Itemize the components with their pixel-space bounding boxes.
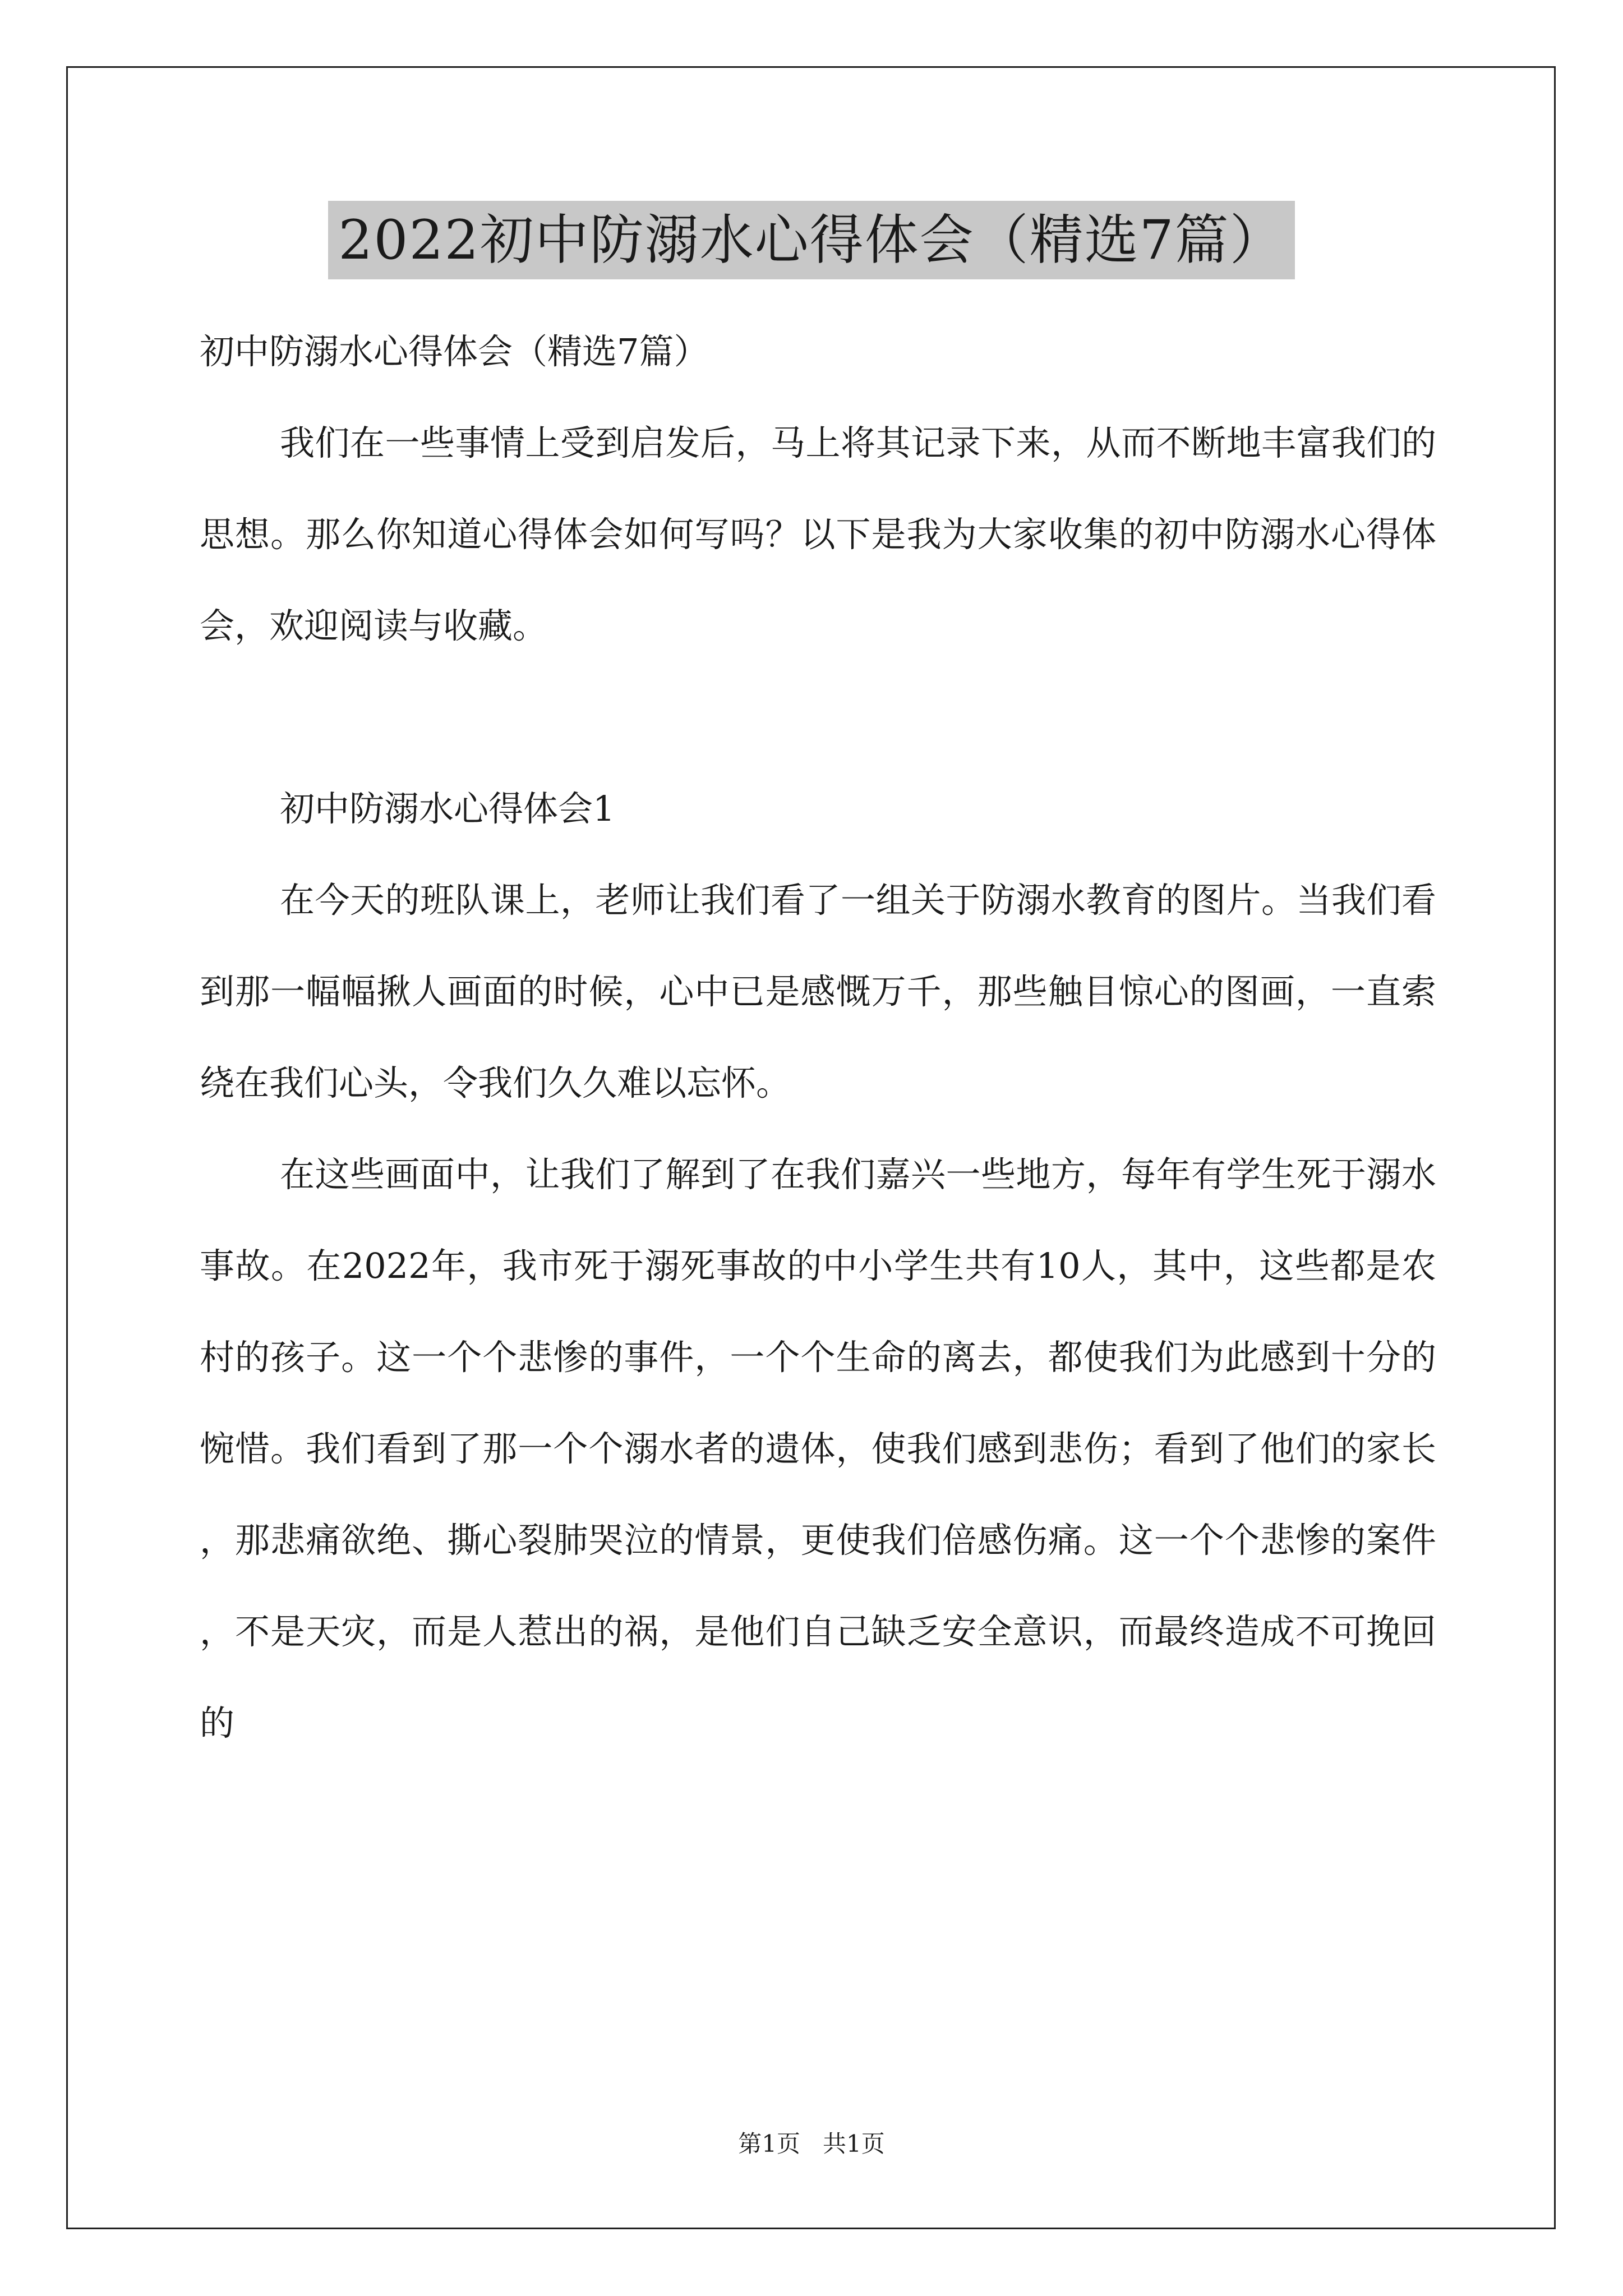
page-footer: 第1页 共1页 [738,2130,885,2157]
section-heading: 初中防溺水心得体会1 [280,788,615,829]
section-spacer [200,671,1436,763]
document-subtitle: 初中防溺水心得体会（精选7篇） [200,331,709,372]
title-container [0,201,1623,279]
document-title: 2022初中防溺水心得体会（精选7篇） [328,201,1294,279]
body-paragraph: 在今天的班队课上，老师让我们看了一组关于防溺水教育的图片。当我们看到那一幅幅揪人画面的时候，心中已是感慨万千，那些触目惊心的图画，一直索绕在我们心头，令我们久久难以忘怀。 [200,880,1436,1103]
document-body [200,306,1436,1769]
body-paragraph: 在这些画面中，让我们了解到了在我们嘉兴一些地方，每年有学生死于溺水事故。在2022年，我市死于溺死事故的中小学生共有10人，其中，这些都是农村的孩子。这一个个悲惨的事件，一个个生命的离去，都使我们为此感到十分的惋惜。我们看到了那一个个溺水者的遗体，使我们感到悲伤；看到了他们的家长，那悲痛欲绝、撕心裂肺哭泣的情景，更使我们倍感伤痛。这一个个悲惨的案件，不是天灾，而是人惹出的祸，是他们自己缺乏安全意识，而最终造成不可挽回的 [200,1154,1436,1743]
intro-paragraph: 我们在一些事情上受到启发后，马上将其记录下来，从而不断地丰富我们的思想。那么你知道心得体会如何写吗？以下是我为大家收集的初中防溺水心得体会，欢迎阅读与收藏。 [200,422,1436,646]
